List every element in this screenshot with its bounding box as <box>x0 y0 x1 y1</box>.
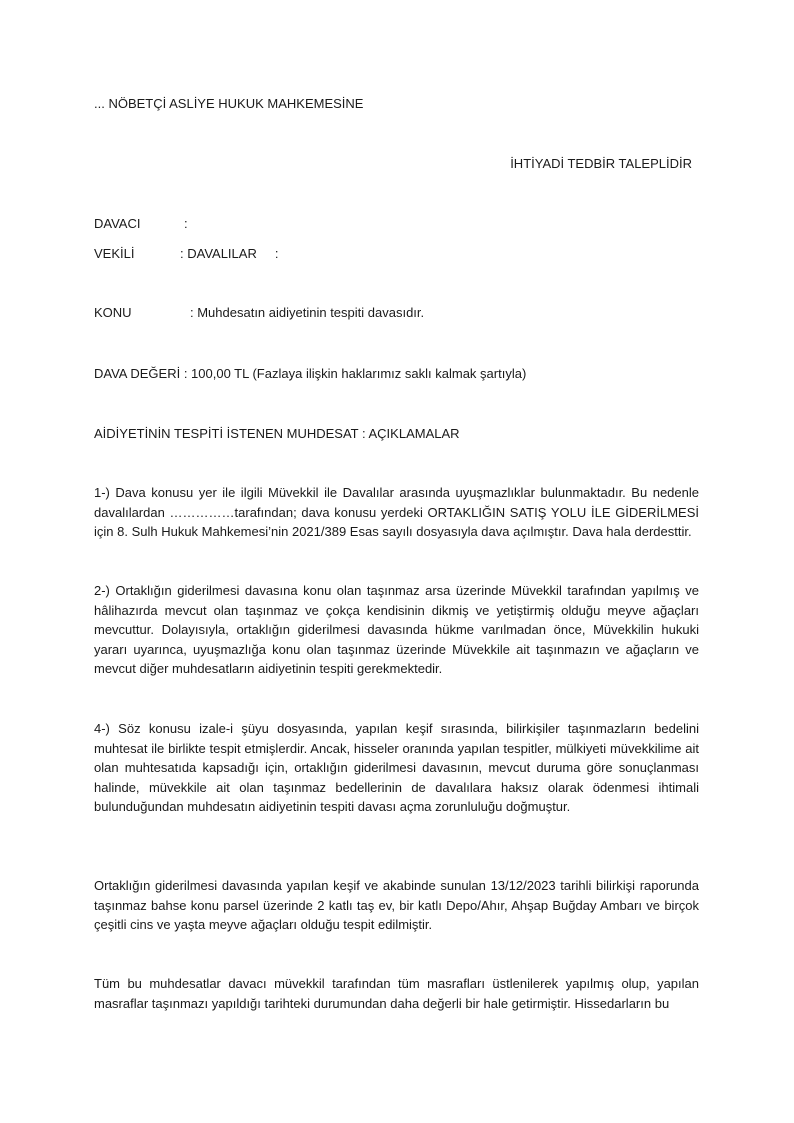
section-heading: AİDİYETİNİN TESPİTİ İSTENEN MUHDESAT : AÇIKLAMALAR <box>94 426 460 441</box>
paragraph-expert-report: Ortaklığın giderilmesi davasında yapılan keşif ve akabinde sunulan 13/12/2023 tarihli bilirkişi raporunda taşınmaz bahse konu parsel üzerinde 2 katlı taş ev, bir katlı Depo/Ahır, Ahşap Buğday Ambarı ve birçok çeşitli cins ve yaşta meyve ağaçları olduğu tespit edilmiştir. <box>94 878 699 933</box>
paragraph-4: 4-) Söz konusu izale-i şüyu dosyasında, yapılan keşif sırasında, bilirkişiler taşınmazların bedelini muhtesat ile birlikte tespit etmişlerdir. Ancak, hisseler oranında yapılan tespitler, mülkiyeti müvekkilime ait olan muhtesatıda kapsadığı için, ortaklığın giderilmesi davasının, mevcut duruma göre sonuçlanması halinde, müvekkile ait olan taşınmaz bedellerinin de davalılara haksız olarak ödenmesi ihtimali bulunduğundan muhdesatın aidiyetinin tespiti davası açma zorunluluğu doğmuştur. <box>94 721 699 815</box>
attorney-row <box>94 244 278 264</box>
defendants-label: : DAVALILAR <box>180 246 257 261</box>
paragraph-improvements: Tüm bu muhdesatlar davacı müvekkil tarafından tüm masrafları üstlenilerek yapılmış olup, yapılan masraflar taşınmazı yapıldığı tarihteki durumundan daha değerli bir hale getirmiştir. Hissedarların bu <box>94 976 699 1011</box>
case-value-line: DAVA DEĞERİ : 100,00 TL (Fazlaya ilişkin haklarımız saklı kalmak şartıyla) <box>94 366 527 381</box>
subject-label: KONU <box>94 305 132 320</box>
plaintiff-row <box>94 214 188 234</box>
plaintiff-label: DAVACI <box>94 216 141 231</box>
court-heading: ... NÖBETÇİ ASLİYE HUKUK MAHKEMESİNE <box>94 96 364 111</box>
paragraph-2: 2-) Ortaklığın giderilmesi davasına konu olan taşınmaz arsa üzerinde Müvekkil tarafından yapılmış ve hâlihazırda mevcut olan taşınmaz ve çokça kendisinin dikmiş ve yetiştirmiş olduğu meyve ağaçları mevcuttur. Dolayısıyla, ortaklığın giderilmesi davasında hükme varılmadan önce, Müvekkilin hukuki yararı uyarınca, uyuşmazlığa konu olan taşınmaz üzerinde Müvekkile ait taşınmazın ve ağaçların ve mevcut diğer muhdesatların aidiyetinin tespiti gerekmektedir. <box>94 583 699 677</box>
subject-row <box>94 303 424 323</box>
plaintiff-separator: : <box>184 216 188 231</box>
interim-measure-note: İHTİYADİ TEDBİR TALEPLİDİR <box>510 156 692 171</box>
subject-value: : Muhdesatın aidiyetinin tespiti davasıdır. <box>190 305 425 320</box>
defendants-separator: : <box>274 246 279 261</box>
attorney-label: VEKİLİ <box>94 246 135 261</box>
paragraph-1: 1-) Dava konusu yer ile ilgili Müvekkil ile Davalılar arasında uyuşmazlıklar bulunmaktadır. Bu nedenle davalılardan ……………tarafından; dava konusu yerdeki ORTAKLIĞIN SATIŞ YOLU İLE GİDERİLMESİ için 8. Sulh Hukuk Mahkemesi’nin 2021/389 Esas sayılı dosyasıyla dava açılmıştır. Dava hala derdesttir. <box>94 485 699 540</box>
